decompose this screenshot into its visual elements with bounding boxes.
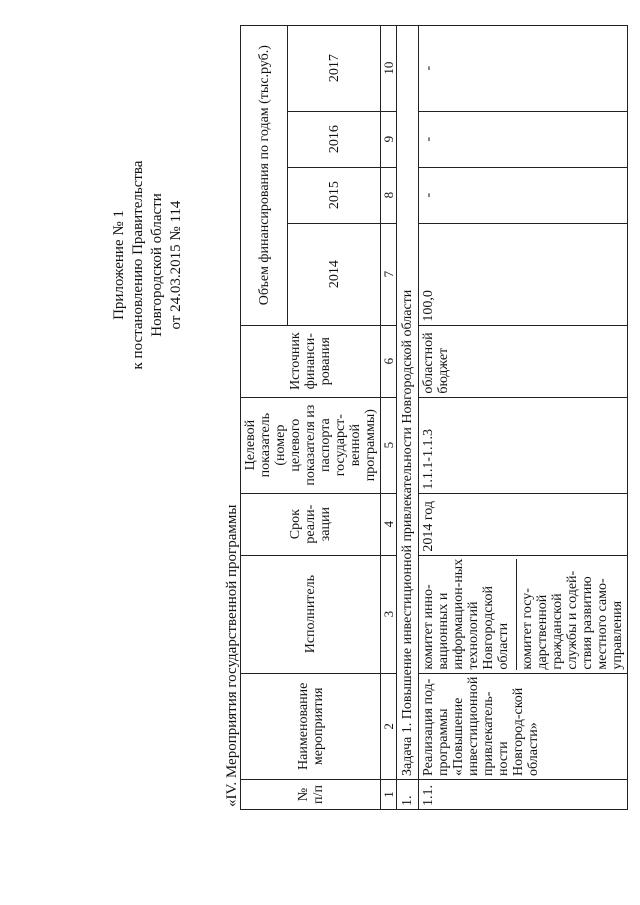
row-executor	[419, 555, 628, 673]
row-value-2017: -	[419, 25, 628, 111]
header-year-2015: 2015	[288, 167, 381, 223]
header-num: № п/п	[241, 780, 381, 810]
header-line: от 24.03.2015 № 114	[168, 200, 184, 330]
executor-secondary: комитет госу-дарственной гражданской службы и содей-ствия развитию местного само-управления	[516, 559, 625, 670]
header-name: Наименование мероприятия	[241, 673, 381, 779]
column-number: 1	[381, 780, 397, 810]
column-number: 7	[381, 223, 397, 325]
column-number: 4	[381, 493, 397, 555]
row-value-2014: 100,0	[419, 223, 628, 325]
column-number: 9	[381, 111, 397, 167]
header-year-2014: 2014	[288, 223, 381, 325]
row-target: 1.1.1-1.1.3	[419, 397, 628, 493]
column-number: 8	[381, 167, 397, 223]
table-row	[419, 25, 628, 809]
row-source: областной бюджет	[419, 325, 628, 397]
row-num: 1.1.	[419, 780, 628, 810]
column-number: 2	[381, 673, 397, 779]
task-title: Задача 1. Повышение инвестиционной привлекательности Новгородской области	[397, 25, 419, 779]
header-line: Новгородской области	[149, 193, 165, 337]
header-line: Приложение № 1	[111, 210, 127, 320]
header-target: Целевой показатель (номер целевого показателя из паспорта государст-венной программы)	[241, 397, 381, 493]
header-year-2016: 2016	[288, 111, 381, 167]
measures-table	[240, 25, 628, 810]
column-number: 5	[381, 397, 397, 493]
column-number: 10	[381, 25, 397, 111]
header-term: Срок реали-зации	[241, 493, 381, 555]
task-row	[397, 25, 419, 809]
header-year-2017: 2017	[288, 25, 381, 111]
task-num: 1.	[397, 780, 419, 810]
row-term: 2014 год	[419, 493, 628, 555]
column-number: 6	[381, 325, 397, 397]
appendix-header	[110, 100, 186, 430]
header-executor: Исполнитель	[241, 555, 381, 673]
row-name: Реализация под-программы «Повышение инвестиционной привлекатель-ности Новгород-ской области»	[419, 673, 628, 779]
executor-primary: комитет инно-вационных и информацион-ных технологий Новгородской области	[421, 558, 511, 670]
column-number: 3	[381, 555, 397, 673]
header-funding: Объем финансирования по годам (тыс.руб.)	[241, 25, 288, 325]
section-title: «IV. Мероприятия государственной программы	[224, 504, 240, 807]
row-value-2016: -	[419, 111, 628, 167]
header-source: Источник финанси-рования	[241, 325, 381, 397]
column-number-row	[381, 25, 397, 809]
row-value-2015: -	[419, 167, 628, 223]
header-line: к постановлению Правительства	[130, 160, 146, 370]
